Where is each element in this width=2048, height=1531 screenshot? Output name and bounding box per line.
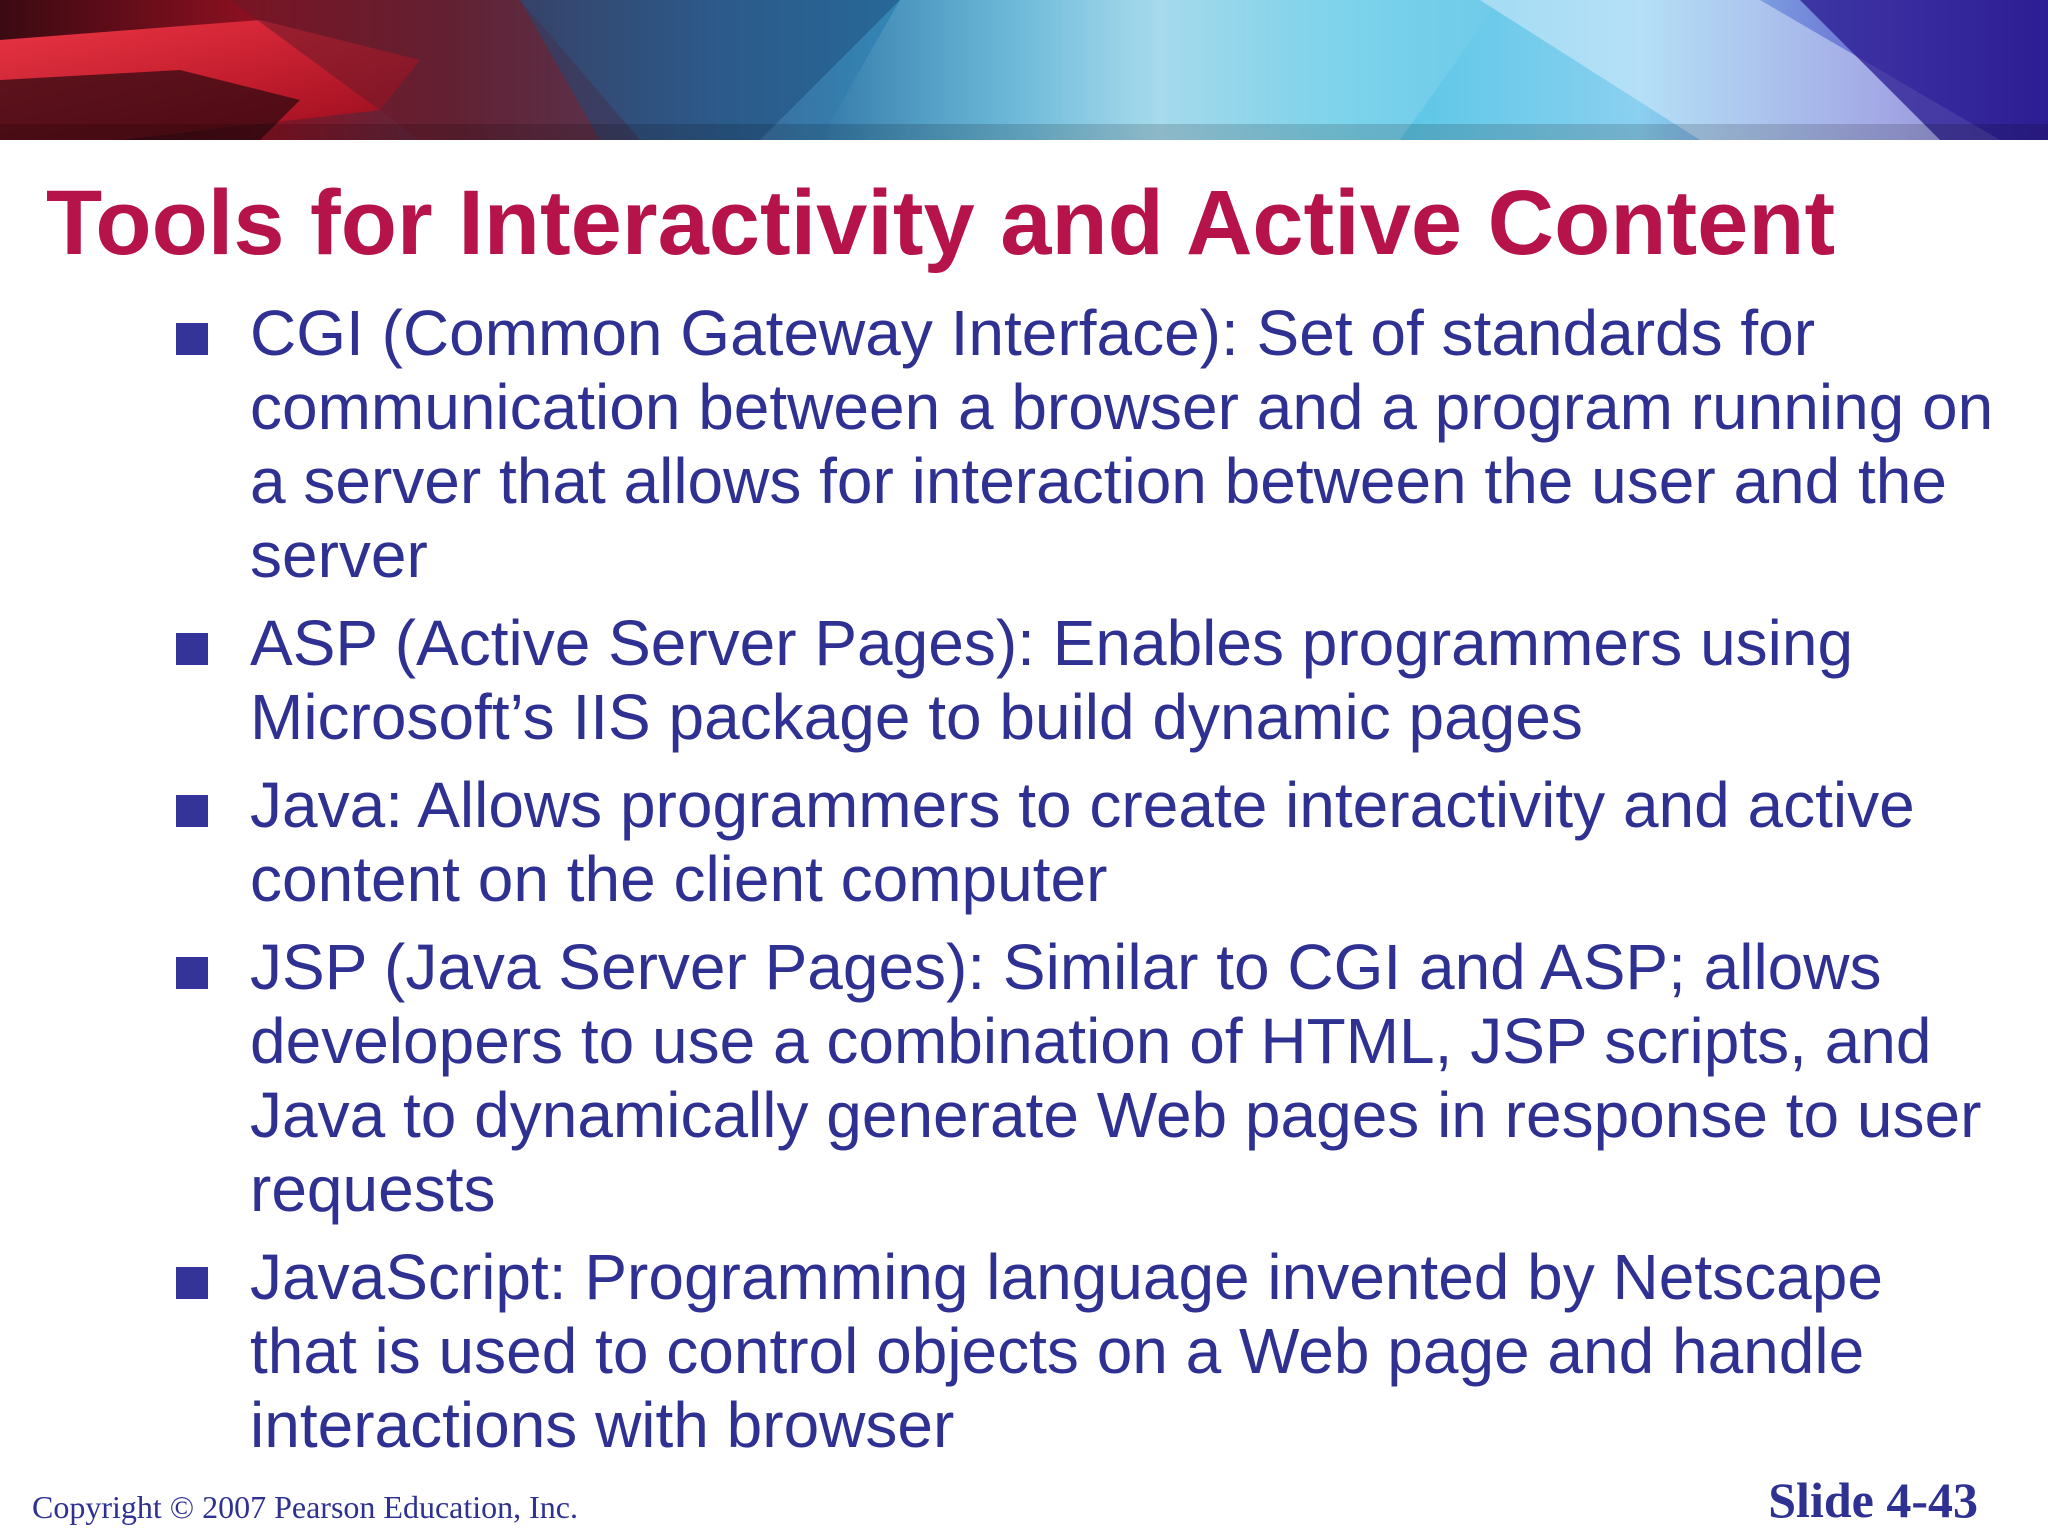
bullet-text: ASP (Active Server Pages): Enables programmers using Microsoft’s IIS package to build dynamic pages [250, 607, 1854, 753]
bullet-text: CGI (Common Gateway Interface): Set of standards for communication between a browser and a program running on a server that allows for interaction between the user and the server [250, 297, 1994, 591]
square-bullet-icon [176, 795, 208, 827]
square-bullet-icon [176, 633, 208, 665]
bullet-item-cgi [176, 296, 1996, 592]
square-bullet-icon [176, 957, 208, 989]
bullet-text: Java: Allows programmers to create interactivity and active content on the client computer [250, 769, 1915, 915]
slide-number: Slide 4-43 [1768, 1472, 1978, 1528]
square-bullet-icon [176, 323, 208, 355]
bullet-item-asp [176, 606, 1996, 754]
bullet-text: JavaScript: Programming language invented by Netscape that is used to control objects on a Web page and handle interactions with browser [250, 1241, 1883, 1461]
square-bullet-icon [176, 1267, 208, 1299]
slide-title: Tools for Interactivity and Active Content [46, 172, 1836, 274]
bullet-item-javascript [176, 1240, 1996, 1462]
bullet-text: JSP (Java Server Pages): Similar to CGI and ASP; allows developers to use a combination of HTML, JSP scripts, and Java to dynamically generate Web pages in response to user requests [250, 931, 1982, 1225]
bullet-list [176, 296, 1996, 1476]
bullet-item-jsp [176, 930, 1996, 1226]
copyright-notice: Copyright © 2007 Pearson Education, Inc. [32, 1489, 578, 1525]
header-banner-image [0, 0, 2048, 140]
bullet-item-java [176, 768, 1996, 916]
